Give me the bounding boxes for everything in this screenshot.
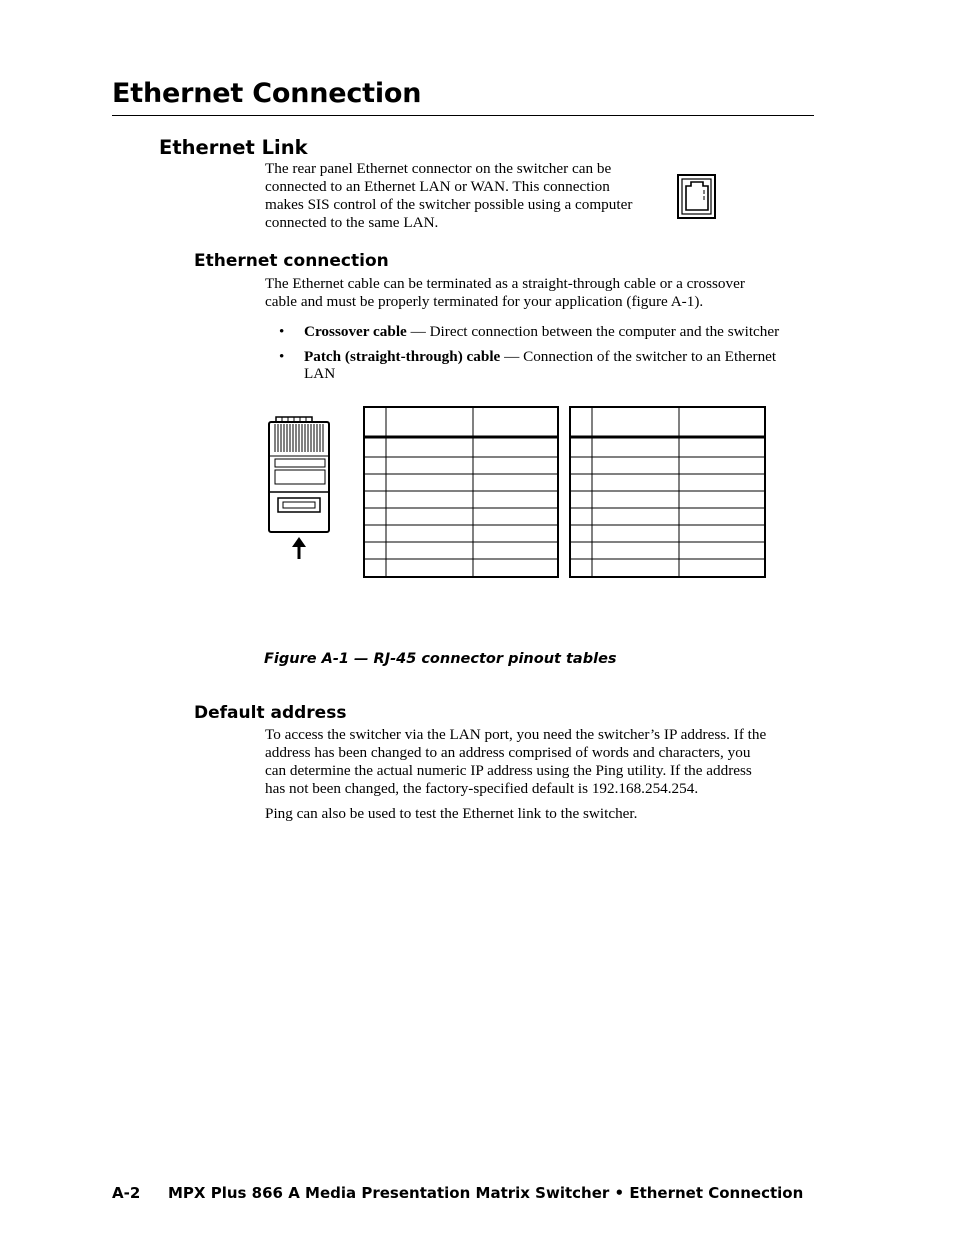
bullet-desc-continued: LAN [304, 365, 336, 382]
title-rule [112, 115, 814, 116]
pinout-table-1 [363, 406, 559, 578]
bullet-marker: • [279, 323, 285, 340]
page-title: Ethernet Connection [112, 78, 422, 109]
section-heading-ethernet-connection: Ethernet connection [194, 251, 389, 271]
section-heading-ethernet-link: Ethernet Link [159, 136, 308, 159]
bullet-term: Crossover cable [304, 323, 407, 340]
pinout-table-2 [569, 406, 766, 578]
ethernet-port-icon [677, 174, 717, 220]
bullet-marker: • [279, 348, 285, 365]
ethernet-link-intro: The rear panel Ethernet connector on the switcher can be connected to an Ethernet LAN or WAN. This connection makes SIS control of the switcher possible using a computer connected to the same LAN. [265, 160, 633, 231]
section-heading-default-address: Default address [194, 703, 347, 723]
page-number: A-2 [112, 1184, 141, 1202]
ethernet-connection-body: The Ethernet cable can be terminated as a straight-through cable or a crossover cable and must be properly terminated for your application (figure A-1). [265, 275, 745, 310]
bullet-desc: — Connection of the switcher to an Ethernet [500, 348, 777, 365]
rj45-connector-diagram [264, 412, 334, 564]
figure-caption: Figure A-1 — RJ-45 connector pinout tables [264, 651, 617, 667]
running-footer-title: MPX Plus 866 A Media Presentation Matrix Switcher • Ethernet Connection [168, 1184, 804, 1202]
bullet-desc: — Direct connection between the computer and the switcher [406, 323, 780, 340]
bullet-term: Patch (straight-through) cable [304, 348, 501, 365]
default-address-paragraph: To access the switcher via the LAN port, you need the switcher’s IP address. If the address has been changed to an address comprised of words and characters, you can determine the actual numeric IP address using the Ping utility. If the address has not been changed, the factory-specified default is 192.168.254.254. [265, 726, 767, 797]
ping-paragraph: Ping can also be used to test the Ethernet link to the switcher. [265, 805, 638, 822]
